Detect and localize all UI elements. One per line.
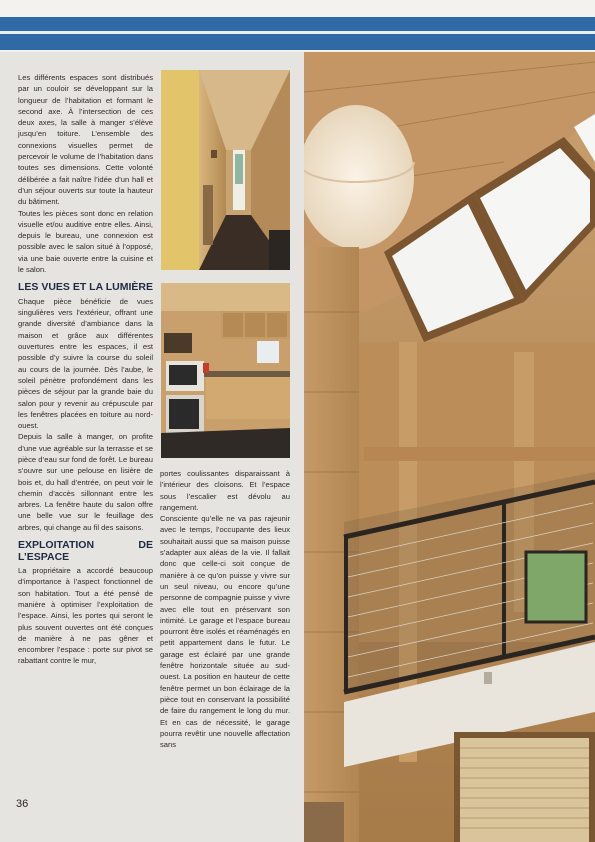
paragraph: Depuis la salle à manger, on profite d’une vue agréable sur la terrasse et se pièce d’eau sur fond de forêt. Le bureau s’ouvre sur une pelouse en lisière de bois et, du hall d’entrée, on peut voir le chemin d’accès sillonnant entre les arbres. La fenêtre haute du salon offre une belle vue sur le feuillage des arbres, qui change au fil des saisons. [18,432,153,532]
paragraph: Les différents espaces sont distribués par un couloir se développant sur la longueur de l’habitation et formant le second axe. À l’intersection de ces deux axes, la salle à manger s’élève jusqu’en toiture. L’ensemble des connexions visuelles permet de percevoir le volume de l’habitation dans toutes ses dimensions. Cette volonté délibérée a fait naître l’idée d’un hall et d’un séjour ouverts sur toute la hauteur du bâtiment. [18,73,153,207]
paragraph: La propriétaire a accordé beaucoup d’importance à l’aspect fonctionnel de son habitation. Tout a été pensé de manière à optimiser l’exploitation de l’espace. Ainsi, les portes qui seront le plus souvent ouvertes ont été conçues de manière à ne pas gêner et encombrer l’espace : porte sur pivot se rabattant contre le mur, [18,566,153,666]
corridor-illustration [161,70,290,270]
article-column-1 [18,72,153,667]
section-heading-space: EXPLOITATION DE L’ESPACE [18,539,153,563]
corridor-photo [161,70,290,270]
paragraph: Chaque pièce bénéficie de vues singulières vers l’extérieur, offrant une grande diversité d’ambiance dans la maison et grâce aux différentes ouvertures entre les espaces, il est possible d’y suivre la course du soleil au cours de la journée. Dès l’aube, le soleil pénètre profondément dans les pièces de séjour par la grande baie du salon pour y revenir au crépuscule par les fenêtres placées en toiture au nord-ouest. [18,296,153,431]
living-room-illustration [304,52,595,842]
living-room-photo [304,52,595,842]
article-column-2 [160,468,290,750]
kitchen-photo [161,283,290,458]
paragraph: portes coulissantes disparaissant à l’intérieur des cloisons. Et l’espace sous l’escalier est dévolu au rangement. [160,469,290,512]
header-stripe-bottom [0,34,595,50]
paragraph: Toutes les pièces sont donc en relation visuelle et/ou auditive entre elles. Ainsi, depuis le bureau, une connexion est possible avec le salon situé à l’opposé, via une baie ouverte entre la cuisine et le salon. [18,208,153,275]
section-heading-views: LES VUES ET LA LUMIÈRE [18,281,153,294]
header-stripe-top [0,17,595,31]
paragraph: Consciente qu’elle ne va pas rajeunir avec le temps, l’occupante des lieux souhaitait aussi que sa maison puisse s’adapter aux aléas de la vie. Il fallait donc que celle-ci soit conçue de manière à ce qu’on puisse y vivre sur un seul niveau, ou encore qu’une personne de compagnie puisse y vivre avec elle tout en préservant son intimité. Le garage et l’espace bureau pourront être isolés et réaménagés en petit appartement dans le futur. Le garage est éclairé par une grande fenêtre horizontale située au sud-ouest. La position en hauteur de cette fenêtre permet un bon éclairage de la pièce tout en conservant la possibilité de faire du rangement le long du mur. Et en cas de nécessité, le garage pourra revêtir une nouvelle affectation sans [160,514,290,750]
kitchen-illustration [161,283,290,458]
header-band [0,0,595,52]
page-number: 36 [16,798,29,810]
